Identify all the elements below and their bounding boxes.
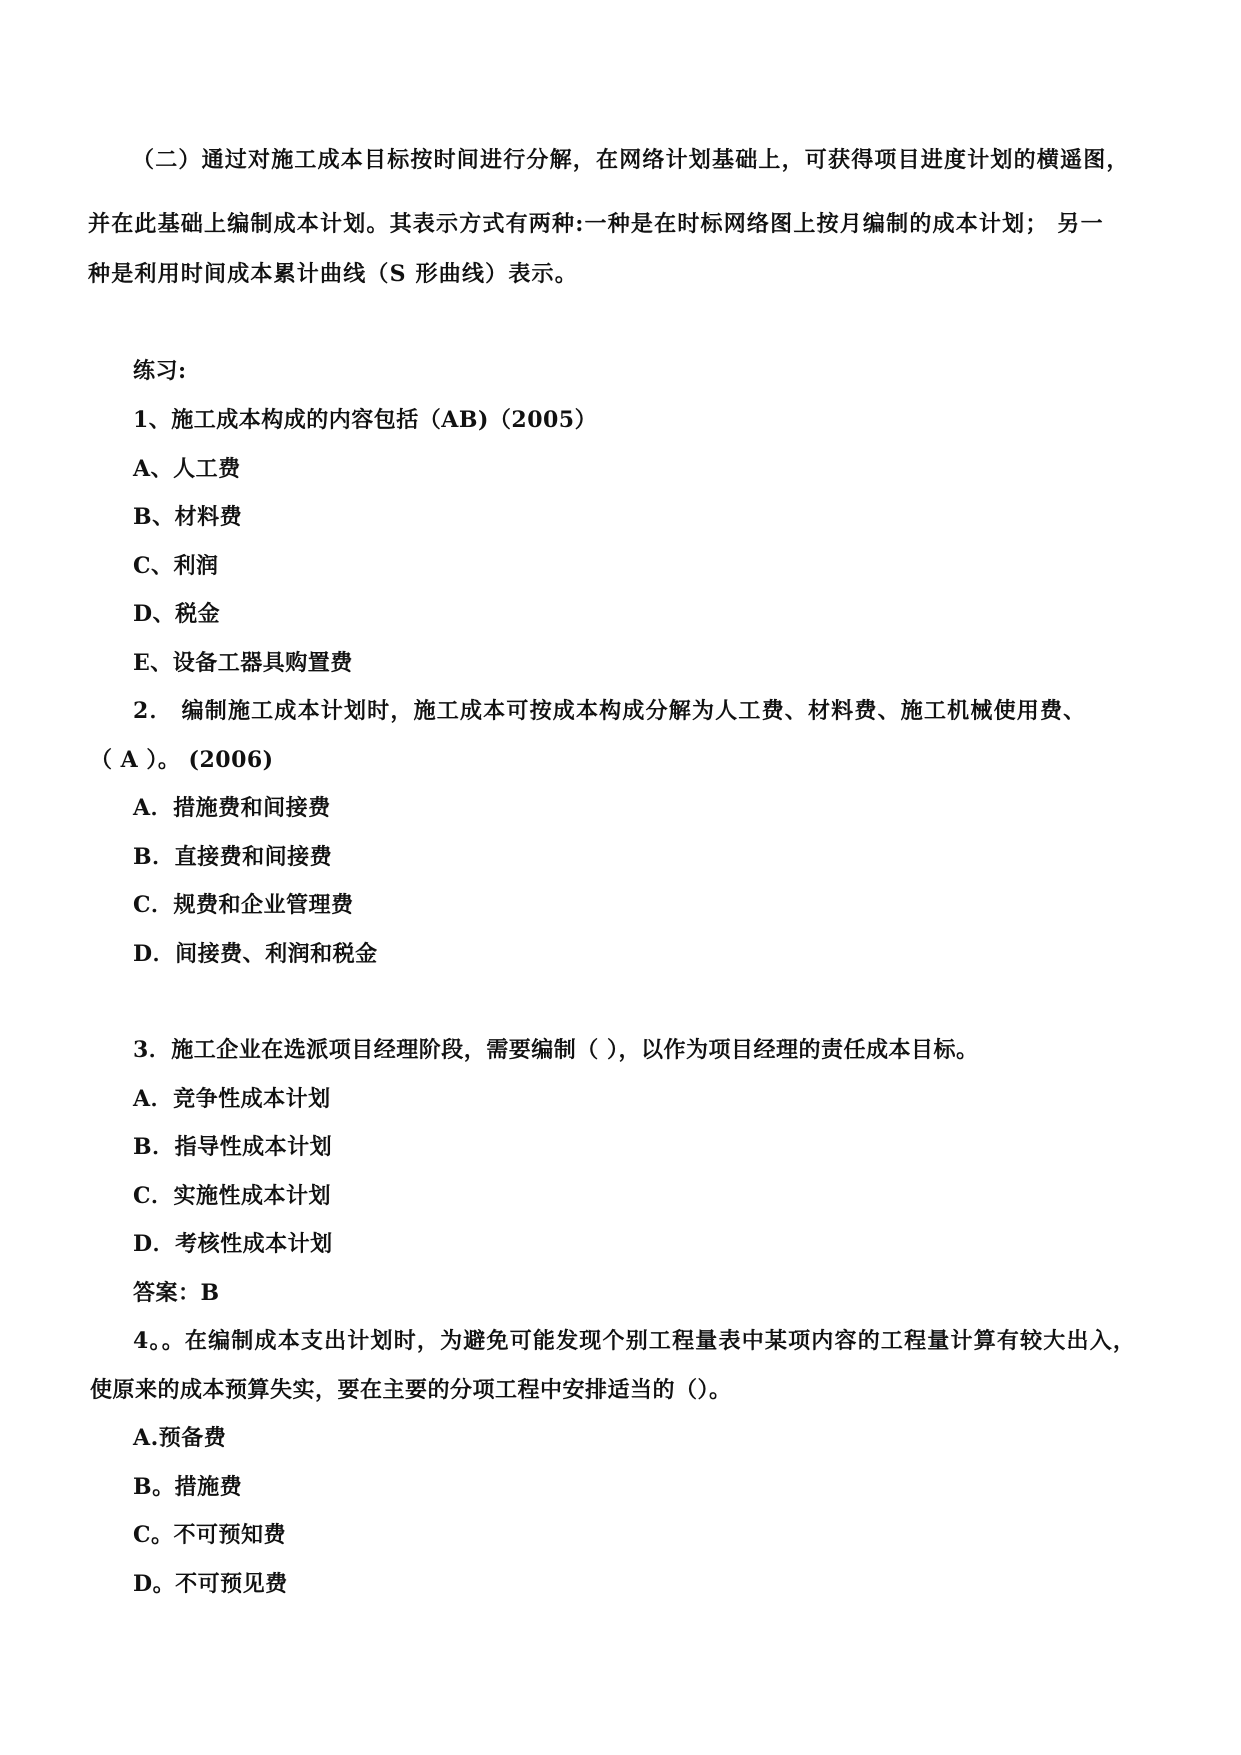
q4-stem-line-1: 4。。在编制成本支出计划时，为避免可能发现个别工程量表中某项内容的工程量计算有较大出入， xyxy=(133,1328,1137,1354)
q4-option-c: C。不可预知费 xyxy=(133,1522,287,1548)
intro-line-3: 种是利用时间成本累计曲线（S 形曲线）表示。 xyxy=(88,261,578,287)
q3-option-c: C．实施性成本计划 xyxy=(133,1183,332,1209)
q2-option-c: C．规费和企业管理费 xyxy=(133,892,354,918)
q4-option-a: A.预备费 xyxy=(133,1425,227,1451)
intro-line-2: 并在此基础上编制成本计划。其表示方式有两种:一种是在时标网络图上按月编制的成本计划； 另一 xyxy=(88,211,1104,237)
q1-option-d: D、税金 xyxy=(133,601,221,627)
q2-stem-line-2: （ A ）。 (2006) xyxy=(90,747,274,773)
q2-option-d: D．间接费、利润和税金 xyxy=(133,941,378,967)
intro-line-1: （二）通过对施工成本目标按时间进行分解，在网络计划基础上，可获得项目进度计划的横遥图， xyxy=(132,147,1130,173)
q3-option-d: D．考核性成本计划 xyxy=(133,1231,333,1257)
q3-answer: 答案：B xyxy=(133,1280,220,1306)
q1-option-e: E、设备工器具购置费 xyxy=(133,650,353,676)
q1-option-c: C、利润 xyxy=(133,553,219,579)
q1-option-b: B、材料费 xyxy=(133,504,243,530)
q3-option-a: A．竞争性成本计划 xyxy=(133,1086,331,1112)
q2-stem-line-1: 2． 编制施工成本计划时，施工成本可按成本构成分解为人工费、材料费、施工机械使用费、 xyxy=(133,698,1087,724)
q1-option-a: A、人工费 xyxy=(133,456,241,482)
q1-stem: 1、施工成本构成的内容包括（AB)（2005） xyxy=(133,407,598,433)
q2-option-b: B．直接费和间接费 xyxy=(133,844,333,870)
q4-stem-line-2: 使原来的成本预算失实，要在主要的分项工程中安排适当的（）。 xyxy=(90,1377,732,1403)
practice-heading: 练习: xyxy=(133,358,187,384)
q3-stem: 3．施工企业在选派项目经理阶段，需要编制（ ），以作为项目经理的责任成本目标。 xyxy=(133,1037,979,1063)
q4-option-d: D。不可预见费 xyxy=(133,1571,288,1597)
q4-option-b: B。措施费 xyxy=(133,1474,243,1500)
q2-option-a: A．措施费和间接费 xyxy=(133,795,331,821)
q3-option-b: B．指导性成本计划 xyxy=(133,1134,333,1160)
